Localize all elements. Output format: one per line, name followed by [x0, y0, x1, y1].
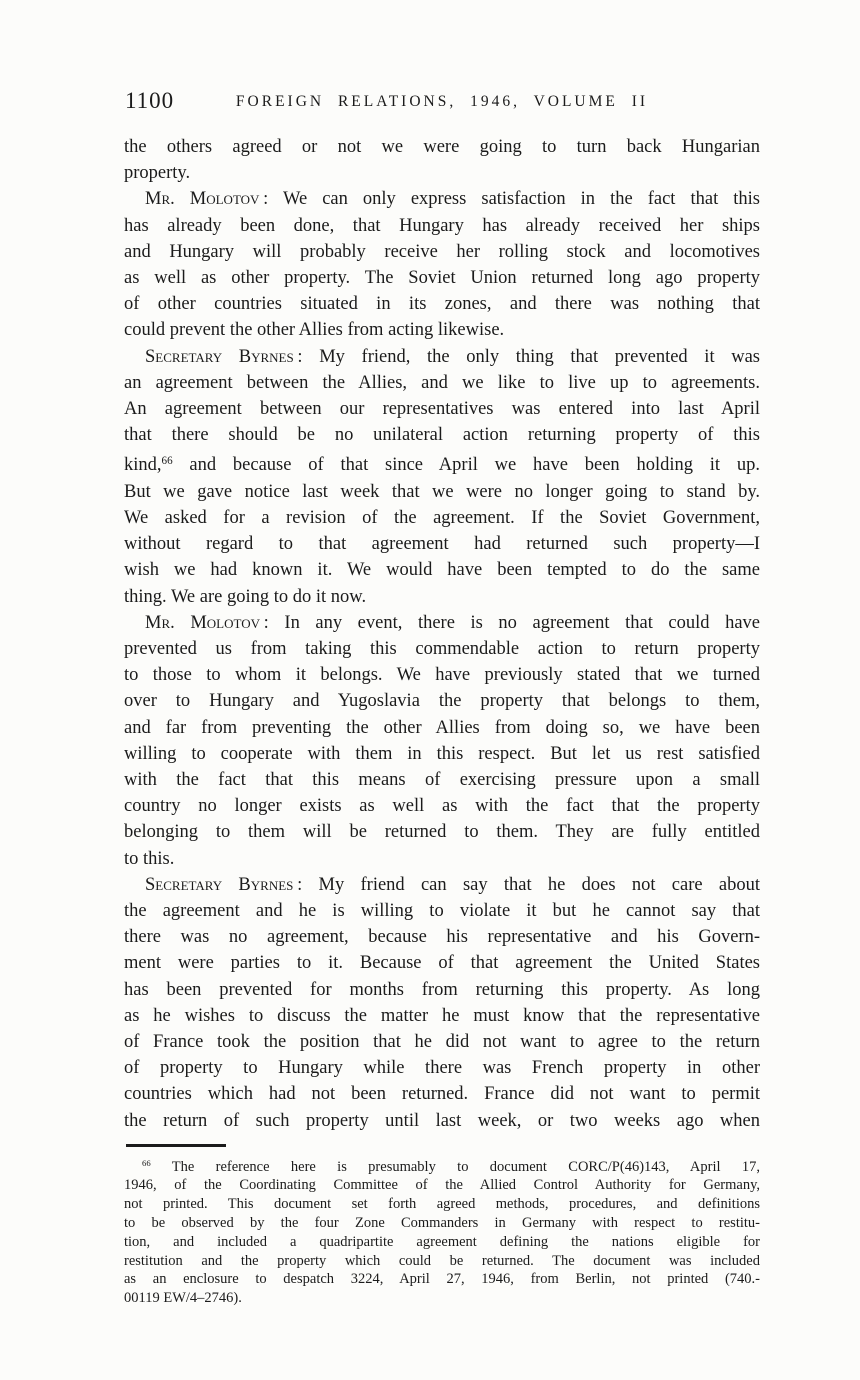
text-line: [124, 636, 760, 662]
text-line: [124, 741, 760, 767]
text-line: [124, 898, 760, 924]
text-line: [124, 239, 760, 265]
text-line: [124, 422, 760, 448]
text-segment: But we gave notice last week that we were no longer going to stand by.: [124, 481, 760, 502]
text-segment: 1946, of the Coordinating Committee of the Allied Control Authority for Germany,: [124, 1177, 760, 1194]
text-line: [124, 213, 760, 239]
text-line: [124, 160, 760, 186]
text-line: [124, 531, 760, 557]
text-line: [124, 819, 760, 845]
text-line: [124, 662, 760, 688]
text-segment: An agreement between our representatives was entered into last April: [124, 399, 760, 420]
text-line: [124, 134, 760, 160]
text-segment: tion, and included a quadripartite agreement defining the nations eligible for: [124, 1233, 760, 1250]
text-segment: to those to whom it belongs. We have previously stated that we turned: [124, 665, 760, 686]
page-number: 1100: [125, 88, 175, 113]
text-segment: restitution and the property which could be returned. The document was included: [124, 1252, 760, 1269]
text-line: [124, 186, 760, 212]
text-segment: and far from preventing the other Allies from doing so, we have been: [124, 717, 760, 738]
text-line: [124, 950, 760, 976]
footnote-reference: 66: [161, 455, 173, 468]
speaker-name: Mr. Molotov :: [145, 612, 269, 633]
text-segment: The reference here is presumably to document CORC/P(46)143, April 17,: [150, 1158, 760, 1175]
text-line: [124, 610, 760, 636]
text-line: [124, 1195, 760, 1214]
text-line: [124, 1029, 760, 1055]
text-segment: We asked for a revision of the agreement. If the Soviet Government,: [124, 507, 760, 528]
page-header: [124, 88, 760, 114]
text-segment: of property to Hungary while there was French property in other: [124, 1058, 760, 1079]
text-segment: In any event, there is no agreement that could have: [268, 612, 761, 633]
speaker-name: Secretary Byrnes :: [145, 346, 303, 367]
text-line: [124, 557, 760, 583]
text-segment: of France took the position that he did not want to agree to the return: [124, 1032, 760, 1052]
text-line: [124, 1252, 760, 1271]
text-line: [124, 846, 760, 872]
text-segment: an agreement between the Allies, and we like to live up to agreements.: [124, 372, 760, 393]
text-segment: as he wishes to discuss the matter he must know that the representative: [124, 1005, 760, 1026]
text-line: [124, 396, 760, 422]
text-line: [124, 1081, 760, 1107]
text-segment: and Hungary will probably receive her rolling stock and locomotives: [124, 241, 760, 262]
text-segment: could prevent the other Allies from acting likewise.: [124, 320, 505, 341]
text-segment: thing. We are going to do it now.: [124, 586, 367, 607]
text-segment: country no longer exists as well as with the fact that the property: [124, 796, 760, 817]
text-segment: as an enclosure to despatch 3224, April 27, 1946, from Berlin, not printed (740.-: [124, 1271, 760, 1288]
text-segment: willing to cooperate with them in this respect. But let us rest satisfied: [124, 743, 760, 764]
text-segment: 00119 EW/4–2746).: [124, 1290, 242, 1307]
text-line: [124, 291, 760, 317]
text-segment: the agreement and he is willing to violate it but he cannot say that: [124, 900, 760, 921]
text-line: [124, 1055, 760, 1081]
text-segment: prevented us from taking this commendable action to return property: [124, 638, 760, 659]
speaker-name: Mr. Molotov :: [145, 189, 269, 210]
text-line: [124, 265, 760, 291]
text-line: [124, 688, 760, 714]
text-segment: My friend, the only thing that prevented it was: [302, 346, 760, 367]
text-line: [124, 1289, 760, 1308]
text-line: [124, 924, 760, 950]
text-line: [124, 767, 760, 793]
text-line: [124, 872, 760, 898]
text-segment: ment were parties to it. Because of that agreement the United States: [124, 953, 760, 974]
text-segment: the return of such property until last week, or two weeks ago when: [124, 1110, 760, 1131]
footnote-reference: 66: [142, 1157, 151, 1168]
running-head-title: FOREIGN RELATIONS, 1946, VOLUME II: [235, 93, 649, 110]
text-line: [124, 1108, 760, 1134]
text-segment: the others agreed or not we were going to turn back Hungarian: [124, 137, 760, 157]
text-line: [124, 344, 760, 370]
text-line: [124, 448, 760, 478]
text-segment: as well as other property. The Soviet Union returned long ago property: [124, 268, 760, 289]
text-segment: has been prevented for months from returning this property. As long: [124, 979, 760, 1000]
text-segment: My friend can say that he does not care about: [302, 874, 760, 895]
text-segment: We can only express satisfaction in the fact that this: [268, 189, 760, 210]
dialogue-text: [124, 134, 760, 1134]
text-line: [124, 1214, 760, 1233]
text-line: [124, 1003, 760, 1029]
text-segment: not printed. This document set forth agreed methods, procedures, and definitions: [124, 1196, 760, 1213]
text-line: [124, 479, 760, 505]
text-segment: and because of that since April we have been holding it up.: [172, 455, 760, 476]
text-line: [124, 977, 760, 1003]
text-segment: countries which had not been returned. France did not want to permit: [124, 1084, 760, 1105]
text-segment: there was no agreement, because his representative and his Govern-: [124, 927, 760, 948]
text-segment: to this.: [124, 848, 175, 869]
text-segment: belonging to them will be returned to them. They are fully entitled: [124, 822, 760, 843]
speaker-name: Secretary Byrnes :: [145, 874, 303, 895]
text-line: [124, 1176, 760, 1195]
text-line: [124, 715, 760, 741]
document-body: [124, 134, 760, 1308]
text-segment: kind,: [124, 455, 162, 476]
text-line: [124, 1154, 760, 1177]
text-segment: property.: [124, 163, 191, 184]
text-line: [124, 793, 760, 819]
text-line: [124, 317, 760, 343]
text-line: [124, 370, 760, 396]
text-line: [124, 1270, 760, 1289]
text-segment: that there should be no unilateral action returning property of this: [124, 425, 760, 446]
text-segment: wish we had known it. We would have been tempted to do the same: [124, 560, 760, 581]
text-segment: to be observed by the four Zone Commanders in Germany with respect to restitu-: [124, 1214, 760, 1231]
text-segment: of other countries situated in its zones, and there was nothing that: [124, 294, 760, 315]
text-line: [124, 1233, 760, 1252]
text-segment: has already been done, that Hungary has already received her ships: [124, 215, 760, 236]
text-line: [124, 584, 760, 610]
text-segment: over to Hungary and Yugoslavia the property that belongs to them,: [124, 691, 760, 712]
footnote: [124, 1154, 760, 1308]
text-segment: without regard to that agreement had returned such property—I: [124, 534, 760, 555]
footnote-rule: [126, 1144, 226, 1147]
text-line: [124, 505, 760, 531]
text-segment: with the fact that this means of exercising pressure upon a small: [124, 769, 760, 790]
